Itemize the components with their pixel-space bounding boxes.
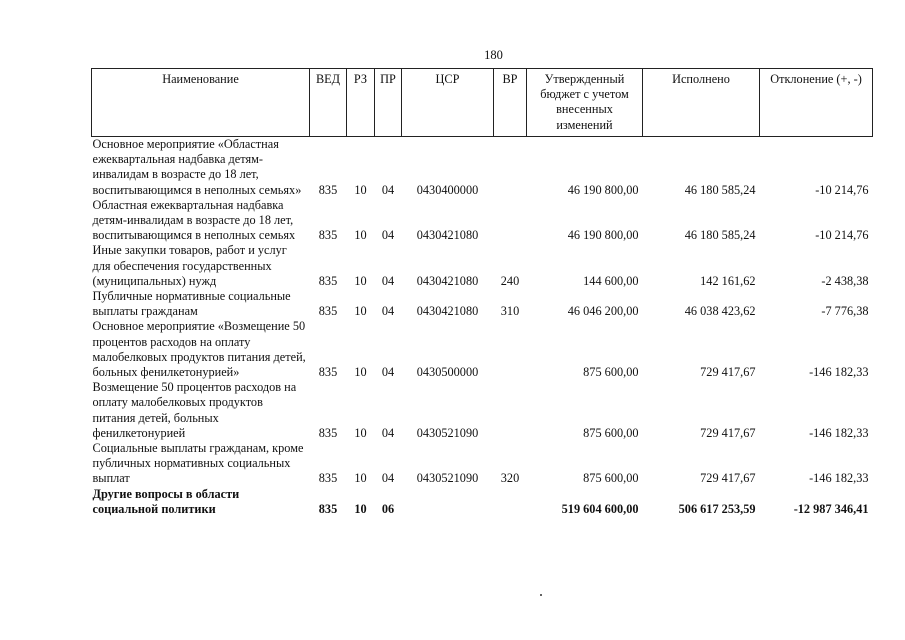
row-pr: 04 <box>381 365 395 380</box>
row-rz: 10 <box>354 228 367 243</box>
row-pr: 04 <box>381 471 395 486</box>
table-row <box>92 243 873 289</box>
row-name: Основное мероприятие «Возмещение 50 процентов расходов на оплату малобелковых продуктов питания детей, больных фенилкетонурией» <box>92 319 306 380</box>
row-deviation: -146 182,33 <box>809 425 869 440</box>
row-pr: 04 <box>381 304 395 319</box>
row-budget: 144 600,00 <box>583 273 639 288</box>
row-vr <box>494 487 527 517</box>
row-name: Иные закупки товаров, работ и услуг для обеспечения государственных (муниципальных) нужд <box>92 243 287 288</box>
row-pr: 04 <box>381 273 395 288</box>
row-budget: 519 604 600,00 <box>561 501 639 516</box>
row-csr: 0430400000 <box>416 182 479 197</box>
row-name: Областная ежеквартальная надбавка детям-инвалидам в возрасте до 18 лет, воспитывающимся в неполных семьях <box>92 197 296 243</box>
table-row <box>92 380 873 441</box>
row-executed: 729 417,67 <box>700 471 756 486</box>
row-name: Социальные выплаты гражданам, кроме публичных нормативных социальных выплат <box>92 441 304 486</box>
row-deviation: -10 214,76 <box>815 182 869 197</box>
row-ved: 835 <box>318 228 338 243</box>
header-ved: ВЕД <box>310 69 347 137</box>
row-rz: 10 <box>354 273 367 288</box>
header-budget: Утвержденный бюджет с учетом внесенных изменений <box>527 69 643 137</box>
row-csr: 0430521090 <box>416 471 479 486</box>
row-ved: 835 <box>318 471 338 486</box>
row-name: Возмещение 50 процентов расходов на оплату малобелковых продуктов питания детей, больных фенилкетонурией <box>92 380 297 440</box>
header-executed: Исполнено <box>643 69 760 137</box>
row-csr: 0430421080 <box>416 228 479 243</box>
header-row <box>92 69 873 137</box>
row-rz: 10 <box>354 365 367 380</box>
table-row <box>92 441 873 487</box>
header-rz: РЗ <box>347 69 375 137</box>
row-deviation: -12 987 346,41 <box>793 501 869 516</box>
row-executed: 46 180 585,24 <box>684 182 756 197</box>
row-vr: 240 <box>500 273 520 288</box>
row-budget: 875 600,00 <box>583 425 639 440</box>
row-budget: 875 600,00 <box>583 471 639 486</box>
page-number: 180 <box>484 48 503 62</box>
header-vr: ВР <box>494 69 527 137</box>
row-ved: 835 <box>318 304 338 319</box>
header-pr: ПР <box>375 69 402 137</box>
row-budget: 46 046 200,00 <box>567 304 639 319</box>
row-executed: 729 417,67 <box>700 425 756 440</box>
table-row <box>92 137 873 198</box>
row-ved: 835 <box>318 182 338 197</box>
row-vr <box>494 137 527 198</box>
row-rz: 10 <box>354 425 367 440</box>
header-csr: ЦСР <box>402 69 494 137</box>
row-vr: 310 <box>500 304 520 319</box>
row-ved: 835 <box>318 365 338 380</box>
row-csr: 0430521090 <box>416 425 479 440</box>
scan-speck <box>540 594 542 596</box>
row-csr: 0430500000 <box>416 365 479 380</box>
row-name: Основное мероприятие «Областная ежеквартальная надбавка детям-инвалидам в возрасте до 18 лет, воспитывающимся в неполных семьях» <box>92 137 302 197</box>
row-pr: 04 <box>381 182 395 197</box>
row-name: Другие вопросы в области социальной политики <box>92 486 240 516</box>
row-ved: 835 <box>318 425 338 440</box>
row-name: Публичные нормативные социальные выплаты гражданам <box>92 289 291 319</box>
row-executed: 142 161,62 <box>700 273 756 288</box>
row-deviation: -7 776,38 <box>821 304 869 319</box>
table-row <box>92 289 873 319</box>
row-executed: 46 180 585,24 <box>684 228 756 243</box>
row-pr: 04 <box>381 228 395 243</box>
table-row <box>92 198 873 244</box>
row-pr: 04 <box>381 425 395 440</box>
row-executed: 46 038 423,62 <box>684 304 756 319</box>
row-rz: 10 <box>354 182 367 197</box>
row-deviation: -10 214,76 <box>815 228 869 243</box>
header-deviation: Отклонение (+, -) <box>760 69 873 137</box>
row-pr: 06 <box>381 501 395 516</box>
row-budget: 46 190 800,00 <box>567 182 639 197</box>
row-deviation: -146 182,33 <box>809 471 869 486</box>
row-vr <box>494 380 527 441</box>
budget-table <box>91 68 873 517</box>
row-budget: 46 190 800,00 <box>567 228 639 243</box>
row-executed: 729 417,67 <box>700 365 756 380</box>
row-csr: 0430421080 <box>416 273 479 288</box>
row-deviation: -146 182,33 <box>809 365 869 380</box>
row-rz: 10 <box>354 304 367 319</box>
row-csr <box>402 487 494 517</box>
row-deviation: -2 438,38 <box>821 273 869 288</box>
row-rz: 10 <box>354 471 367 486</box>
row-vr <box>494 319 527 380</box>
row-vr: 320 <box>500 471 520 486</box>
row-rz: 10 <box>354 501 367 516</box>
row-ved: 835 <box>318 273 338 288</box>
row-ved: 835 <box>318 501 338 516</box>
row-vr <box>494 198 527 244</box>
row-executed: 506 617 253,59 <box>678 501 756 516</box>
table-row <box>92 319 873 380</box>
table-row-total <box>92 487 873 517</box>
row-csr: 0430421080 <box>416 304 479 319</box>
header-name: Наименование <box>92 69 310 137</box>
row-budget: 875 600,00 <box>583 365 639 380</box>
